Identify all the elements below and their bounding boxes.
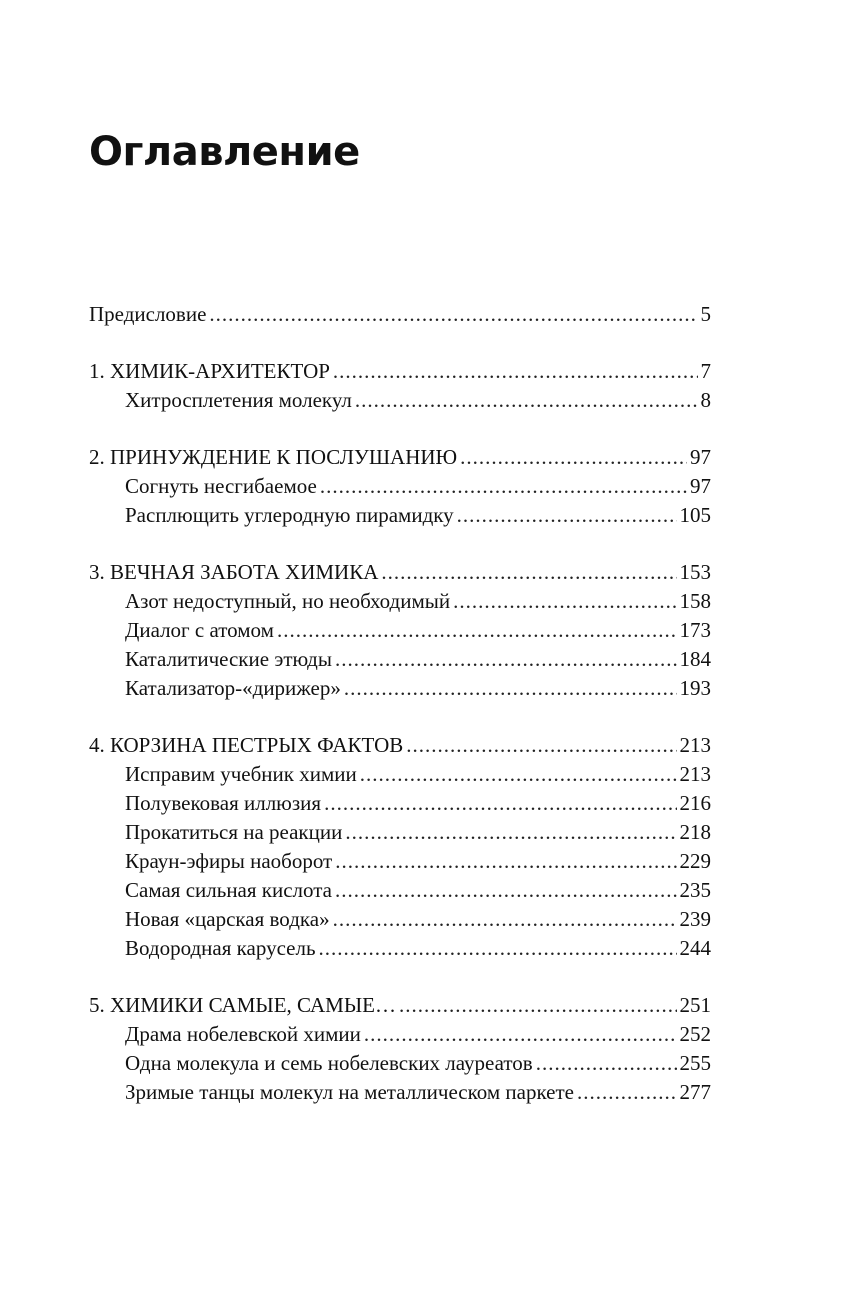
toc-chapter-label: 3. ВЕЧНАЯ ЗАБОТА ХИМИКА xyxy=(89,560,379,584)
toc-chapter-3 xyxy=(89,558,711,587)
toc-entry-preface xyxy=(89,300,711,329)
dot-leader xyxy=(364,1020,677,1049)
toc-section-label: Одна молекула и семь нобелевских лауреатов xyxy=(125,1051,533,1075)
dot-leader xyxy=(324,789,676,818)
toc-page-number: 277 xyxy=(679,1080,711,1104)
toc-page-number: 255 xyxy=(679,1051,711,1075)
dot-leader xyxy=(536,1049,677,1078)
toc-chapter-1 xyxy=(89,357,711,386)
toc-page-number: 184 xyxy=(679,647,711,671)
toc-section-label: Диалог с атомом xyxy=(125,618,274,642)
toc-section-label: Расплющить углеродную пирамидку xyxy=(125,503,454,527)
toc-section-label: Хитросплетения молекул xyxy=(125,388,352,412)
dot-leader xyxy=(577,1078,677,1107)
toc-section xyxy=(89,934,711,963)
toc-chapter-label: 5. ХИМИКИ САМЫЕ, САМЫЕ… xyxy=(89,993,396,1017)
dot-leader xyxy=(335,847,676,876)
toc-section-label: Новая «царская водка» xyxy=(125,907,330,931)
dot-leader xyxy=(333,905,677,934)
toc-chapter-4 xyxy=(89,731,711,760)
toc-section xyxy=(89,587,711,616)
dot-leader xyxy=(320,472,687,501)
dot-leader xyxy=(335,876,676,905)
toc-section xyxy=(89,472,711,501)
toc-page-number: 173 xyxy=(679,618,711,642)
toc-section xyxy=(89,501,711,530)
toc-section-label: Полувековая иллюзия xyxy=(125,791,322,815)
dot-leader xyxy=(457,501,677,530)
toc-section-label: Азот недоступный, но необходимый xyxy=(125,589,451,613)
toc-page-number: 97 xyxy=(690,445,711,469)
toc-section-label: Драма нобелевской химии xyxy=(125,1022,361,1046)
toc-chapter-label: 4. КОРЗИНА ПЕСТРЫХ ФАКТОВ xyxy=(89,733,404,757)
toc-section xyxy=(89,616,711,645)
toc-page-number: 158 xyxy=(679,589,711,613)
toc-section xyxy=(89,818,711,847)
toc-page-number: 213 xyxy=(679,733,711,757)
dot-leader xyxy=(360,760,677,789)
toc-chapter-2 xyxy=(89,443,711,472)
toc-page-number: 193 xyxy=(679,676,711,700)
toc-section-label: Согнуть несгибаемое xyxy=(125,474,317,498)
toc-section-label: Катализатор-«дирижер» xyxy=(125,676,341,700)
toc-page-number: 7 xyxy=(700,359,711,383)
dot-leader xyxy=(319,934,677,963)
toc-page-number: 251 xyxy=(679,993,711,1017)
toc-section xyxy=(89,876,711,905)
dot-leader xyxy=(344,674,677,703)
dot-leader xyxy=(453,587,676,616)
toc-page-number: 218 xyxy=(679,820,711,844)
toc-section xyxy=(89,386,711,415)
toc-section-label: Водородная карусель xyxy=(125,936,316,960)
toc-section xyxy=(89,1049,711,1078)
toc-page-number: 97 xyxy=(690,474,711,498)
toc-section xyxy=(89,789,711,818)
toc-section xyxy=(89,760,711,789)
toc-page-number: 229 xyxy=(679,849,711,873)
page-title: Оглавление xyxy=(89,129,360,175)
toc-page-number: 244 xyxy=(679,936,711,960)
toc-section-label: Исправим учебник химии xyxy=(125,762,357,786)
toc-section-label: Каталитические этюды xyxy=(125,647,332,671)
dot-leader xyxy=(460,443,687,472)
dot-leader xyxy=(209,300,697,329)
dot-leader xyxy=(277,616,677,645)
dot-leader xyxy=(335,645,677,674)
toc-page-number: 239 xyxy=(679,907,711,931)
toc-page-number: 252 xyxy=(679,1022,711,1046)
toc-chapter-label: 1. ХИМИК-АРХИТЕКТОР xyxy=(89,359,330,383)
toc-page-number: 105 xyxy=(679,503,711,527)
toc-section-label: Прокатиться на реакции xyxy=(125,820,343,844)
toc-section xyxy=(89,1078,711,1107)
toc-page-number: 5 xyxy=(700,302,711,326)
toc-page-number: 213 xyxy=(679,762,711,786)
toc-section xyxy=(89,905,711,934)
toc-chapter-5 xyxy=(89,991,711,1020)
table-of-contents xyxy=(89,300,711,1107)
dot-leader xyxy=(381,558,676,587)
toc-entry-label: Предисловие xyxy=(89,302,207,326)
dot-leader xyxy=(399,991,677,1020)
toc-chapter-label: 2. ПРИНУЖДЕНИЕ К ПОСЛУШАНИЮ xyxy=(89,445,458,469)
toc-page-number: 216 xyxy=(679,791,711,815)
dot-leader xyxy=(333,357,698,386)
toc-section xyxy=(89,847,711,876)
toc-section-label: Зримые танцы молекул на металлическом паркете xyxy=(125,1080,574,1104)
dot-leader xyxy=(406,731,676,760)
toc-page-number: 235 xyxy=(679,878,711,902)
dot-leader xyxy=(345,818,676,847)
toc-section xyxy=(89,674,711,703)
toc-section-label: Самая сильная кислота xyxy=(125,878,333,902)
dot-leader xyxy=(355,386,698,415)
toc-section xyxy=(89,645,711,674)
toc-page-number: 8 xyxy=(700,388,711,412)
toc-section-label: Краун-эфиры наоборот xyxy=(125,849,333,873)
toc-page-number: 153 xyxy=(679,560,711,584)
toc-section xyxy=(89,1020,711,1049)
